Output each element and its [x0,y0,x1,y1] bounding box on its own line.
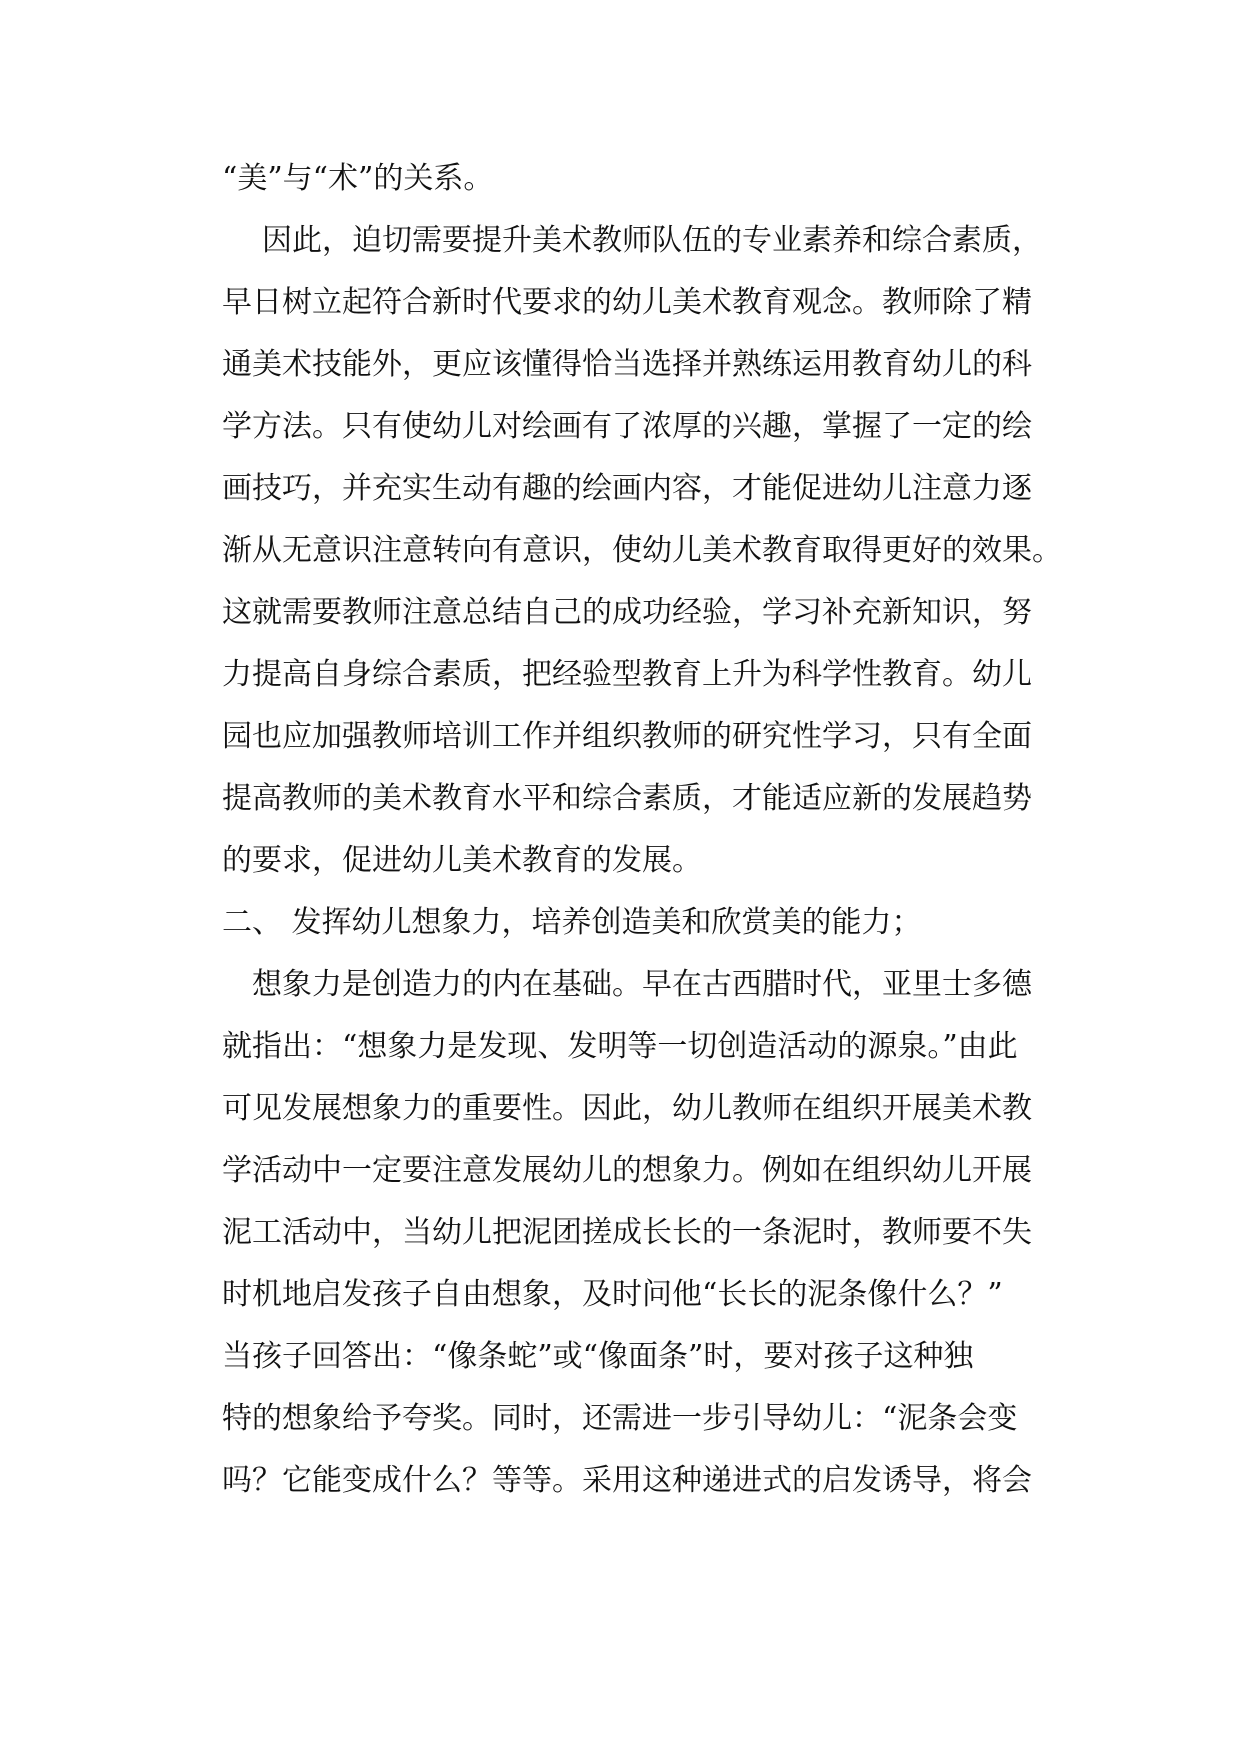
text-line: 学方法。只有使幼儿对绘画有了浓厚的兴趣，掌握了一定的绘 [222,409,1032,444]
text-line: 因此，迫切需要提升美术教师队伍的专业素养和综合素质， [262,223,1042,258]
text-line: 提高教师的美术教育水平和综合素质，才能适应新的发展趋势 [222,781,1032,816]
text-line: 渐从无意识注意转向有意识，使幼儿美术教育取得更好的效果。 [222,533,1062,568]
text-line: 早日树立起符合新时代要求的幼儿美术教育观念。教师除了精 [222,285,1032,320]
text-line: 画技巧，并充实生动有趣的绘画内容，才能促进幼儿注意力逐 [222,471,1032,506]
text-line: 吗？它能变成什么？等等。采用这种递进式的启发诱导，将会 [222,1463,1032,1498]
text-line: 泥工活动中，当幼儿把泥团搓成长长的一条泥时，教师要不失 [222,1215,1032,1250]
text-line: 可见发展想象力的重要性。因此，幼儿教师在组织开展美术教 [222,1091,1032,1126]
text-line: 通美术技能外，更应该懂得恰当选择并熟练运用教育幼儿的科 [222,347,1032,382]
text-line: 当孩子回答出：“像条蛇”或“像面条”时，要对孩子这种独 [222,1339,974,1374]
text-line: 这就需要教师注意总结自己的成功经验，学习补充新知识，努 [222,595,1032,630]
text-line: 想象力是创造力的内在基础。早在古西腊时代，亚里士多德 [252,967,1032,1002]
text-line: 特的想象给予夸奖。同时，还需进一步引导幼儿：“泥条会变 [222,1401,1018,1436]
text-line: 时机地启发孩子自由想象，及时问他“长长的泥条像什么？” [222,1277,1003,1312]
text-line: 就指出：“想象力是发现、发明等一切创造活动的源泉。”由此 [222,1029,1018,1064]
section-heading: 二、 发挥幼儿想象力，培养创造美和欣赏美的能力； [222,905,922,940]
text-line: “美”与“术”的关系。 [222,161,494,196]
text-line: 力提高自身综合素质，把经验型教育上升为科学性教育。幼儿 [222,657,1032,692]
text-line: 的要求，促进幼儿美术教育的发展。 [222,843,702,878]
text-line: 园也应加强教师培训工作并组织教师的研究性学习，只有全面 [222,719,1032,754]
body-text [222,148,1072,1512]
text-line: 学活动中一定要注意发展幼儿的想象力。例如在组织幼儿开展 [222,1153,1032,1188]
